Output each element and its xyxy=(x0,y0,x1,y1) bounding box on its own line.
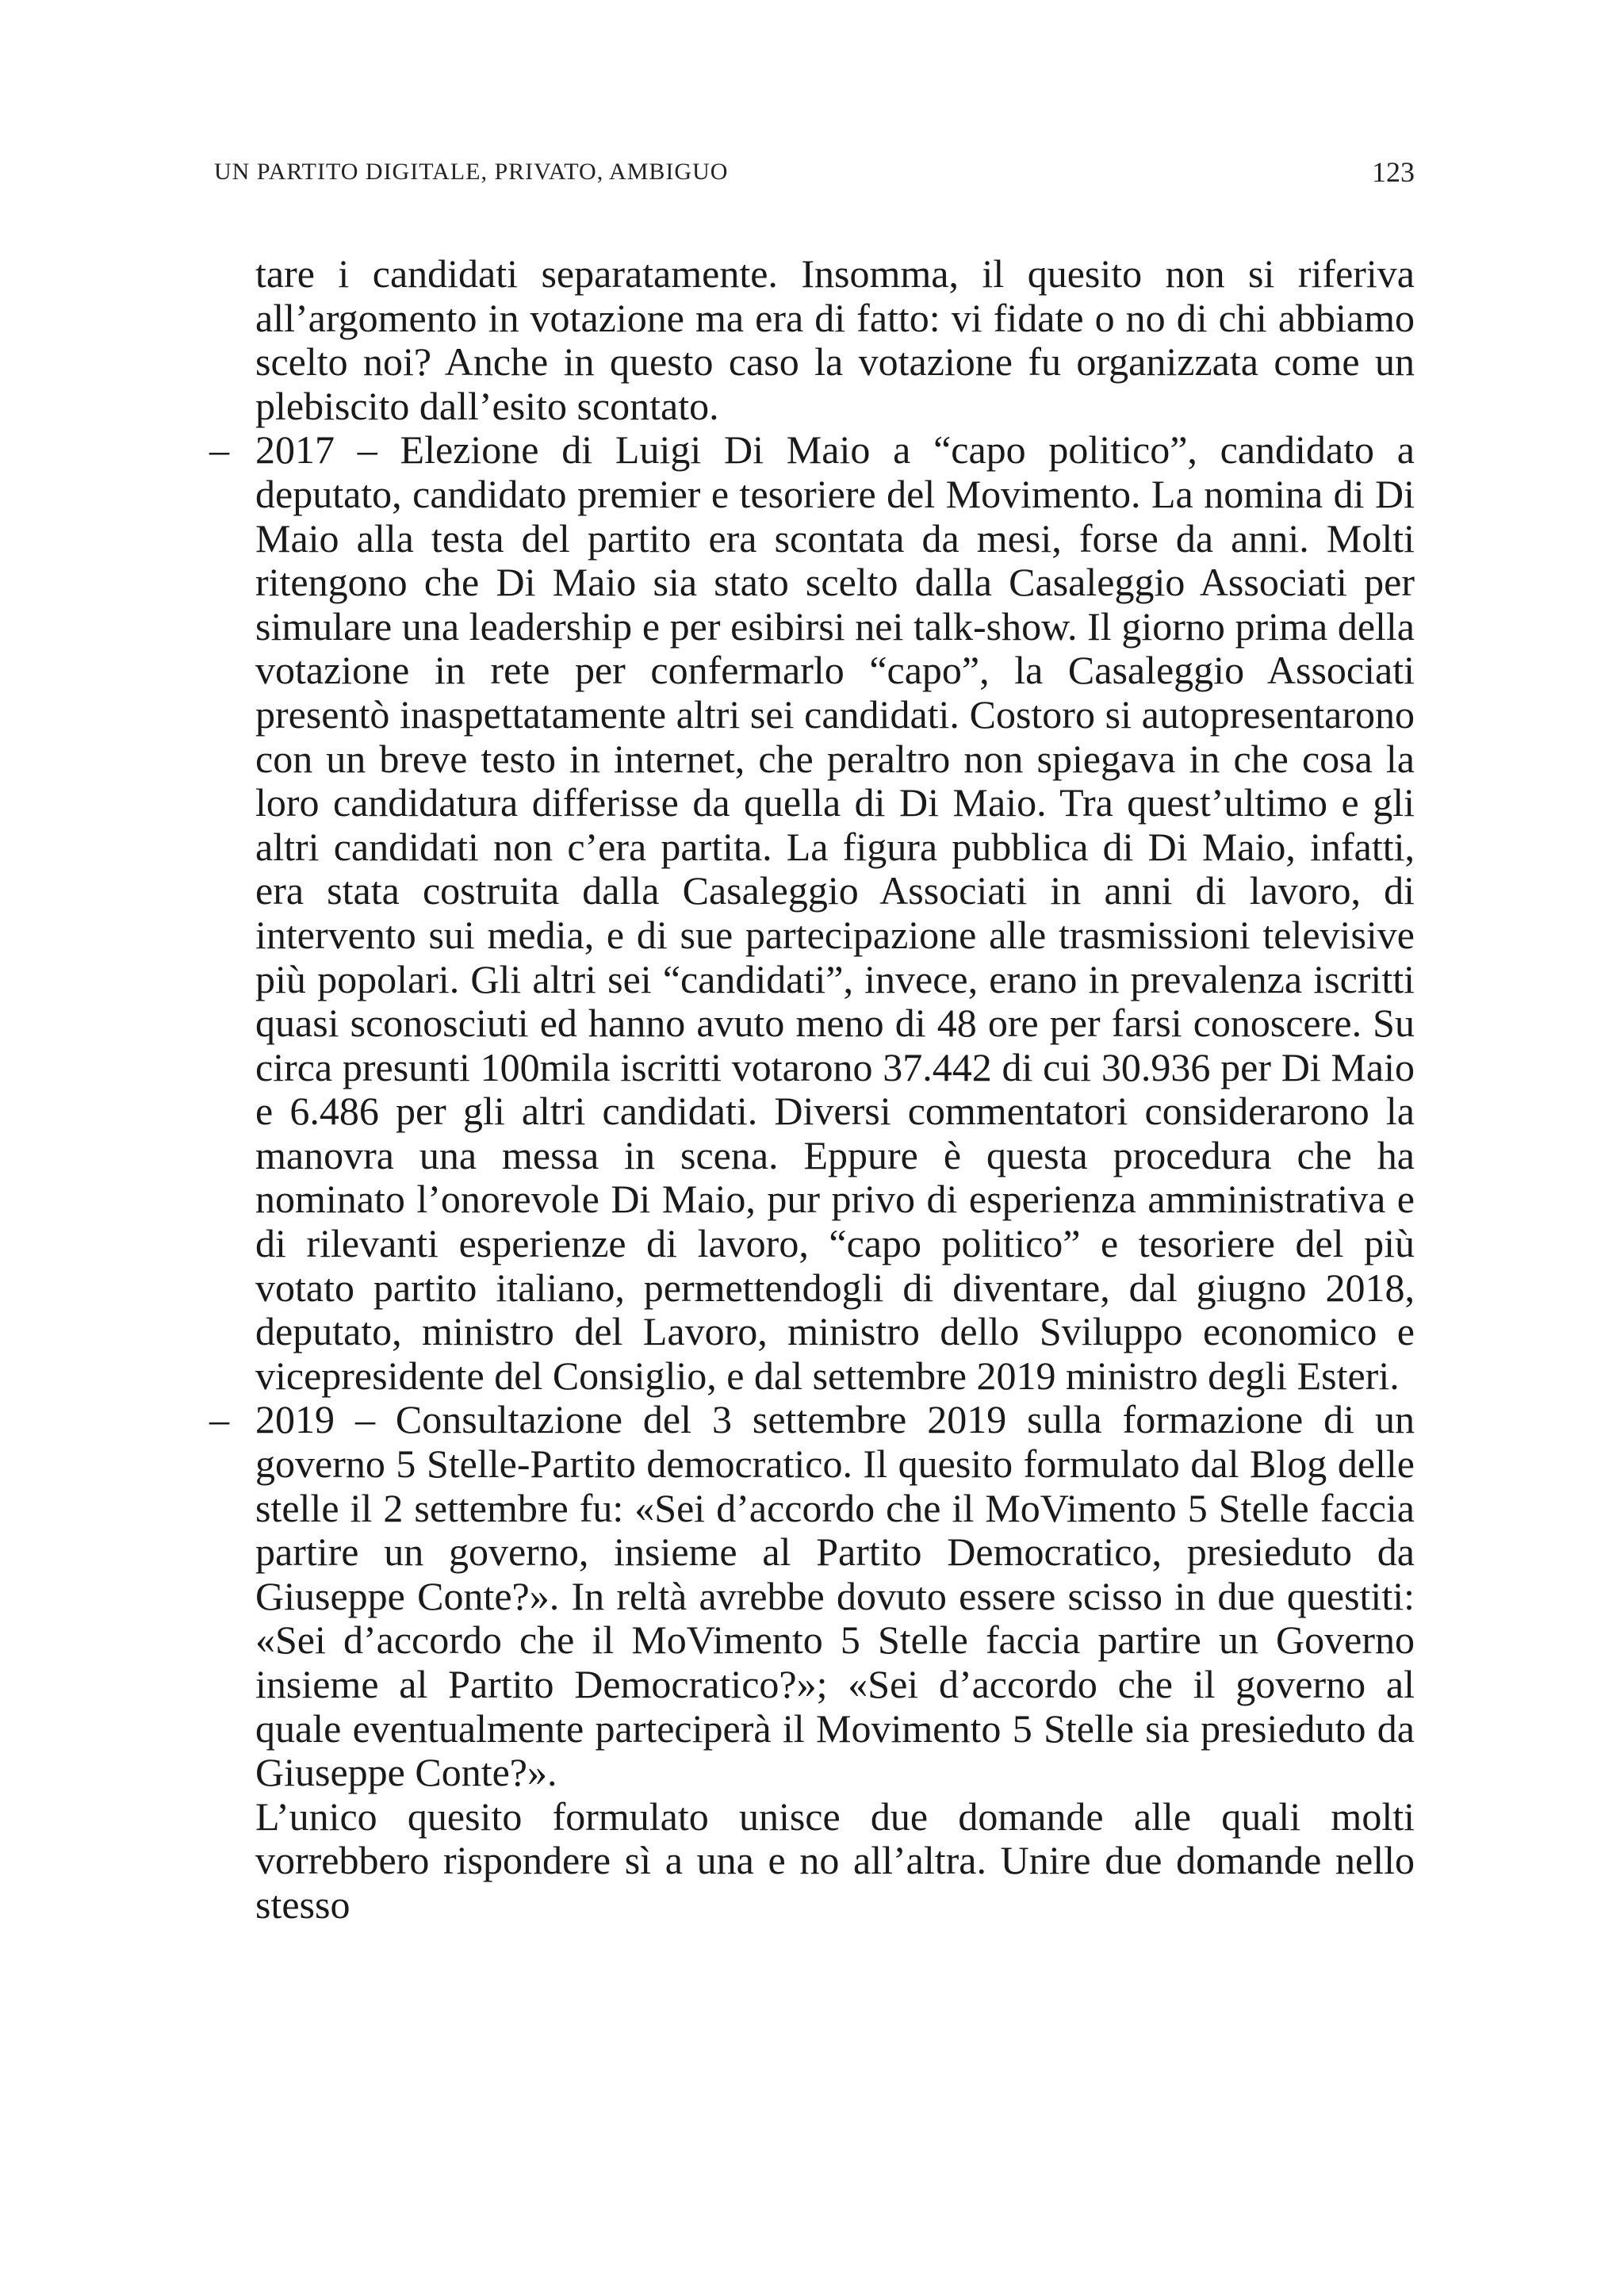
body-text xyxy=(209,251,1415,1928)
running-head xyxy=(214,156,1415,190)
page-number: 123 xyxy=(1372,156,1415,188)
list-dash: – xyxy=(209,427,229,473)
list-item-text: 2017 – Elezione di Luigi Di Maio a “capo politico”, candidato a deputato, candidato premier e tesoriere del Movimento. La nomina di Di Maio alla testa del partito era scontata da mesi, forse da anni. Molti ritengono che Di Maio sia stato scelto dalla Casaleggio Associati per simulare una leadership e per esibirsi nei talk-show. Il giorno prima della votazione in rete per confermarlo “capo”, la Casaleggio Associati presentò inaspettatamente altri sei candidati. Costoro si autopresentarono con un breve testo in internet, che peraltro non spiegava in che cosa la loro candidatura differisse da quella di Di Maio. Tra quest’ultimo e gli altri candidati non c’era partita. La figura pubblica di Di Maio, infatti, era stata costruita dalla Casaleggio Associati in anni di lavoro, di intervento sui media, e di sue partecipazione alle trasmissioni televisive più popolari. Gli altri sei “candidati”, invece, erano in prevalenza iscritti quasi sconosciuti ed hanno avuto meno di 48 ore per farsi conoscere. Su circa presunti 100mila iscritti votarono 37.442 di cui 30.936 per Di Maio e 6.486 per gli altri candidati. Diversi commentatori considerarono la manovra una messa in scena. Eppure è questa procedura che ha nominato l’onorevole Di Maio, pur privo di esperienza amministrativa e di rilevanti esperienze di lavoro, “capo politico” e tesoriere del più votato partito italiano, permettendogli di diventare, dal giugno 2018, deputato, ministro del Lavoro, ministro dello Sviluppo economico e vicepresidente del Consiglio, e dal settembre 2019 ministro degli Esteri. xyxy=(255,427,1415,1398)
list-item-text: 2019 – Consultazione del 3 settembre 2019 sulla formazione di un governo 5 Stelle-Partito democratico. Il quesito formulato dal Blog delle stelle il 2 settembre fu: «Sei d’accordo che il MoVimento 5 Stelle faccia partire un governo, insieme al Partito Democratico, presieduto da Giuseppe Conte?». In reltà avrebbe dovuto essere scisso in due questiti: «Sei d’accordo che il MoVimento 5 Stelle faccia partire un Governo insieme al Partito Democratico?»; «Sei d’accordo che il governo al quale eventualmente parteciperà il Movimento 5 Stelle sia presieduto da Giuseppe Conte?». xyxy=(255,1397,1415,1795)
list-item-2017 xyxy=(209,427,1415,1398)
running-title: UN PARTITO DIGITALE, PRIVATO, AMBIGUO xyxy=(214,159,729,185)
list-dash: – xyxy=(209,1397,229,1442)
list-item-2019 xyxy=(209,1397,1415,1795)
closing-paragraph: L’unico quesito formulato unisce due domande alle quali molti vorrebbero rispondere sì a una e no all’altra. Unire due domande nello stesso xyxy=(255,1794,1415,1927)
continuation-paragraph: tare i candidati separatamente. Insomma, il quesito non si riferiva all’argomento in votazione ma era di fatto: vi fidate o no di chi abbiamo scelto noi? Anche in questo caso la votazione fu organizzata come un plebiscito dall’esito scontato. xyxy=(255,251,1415,428)
